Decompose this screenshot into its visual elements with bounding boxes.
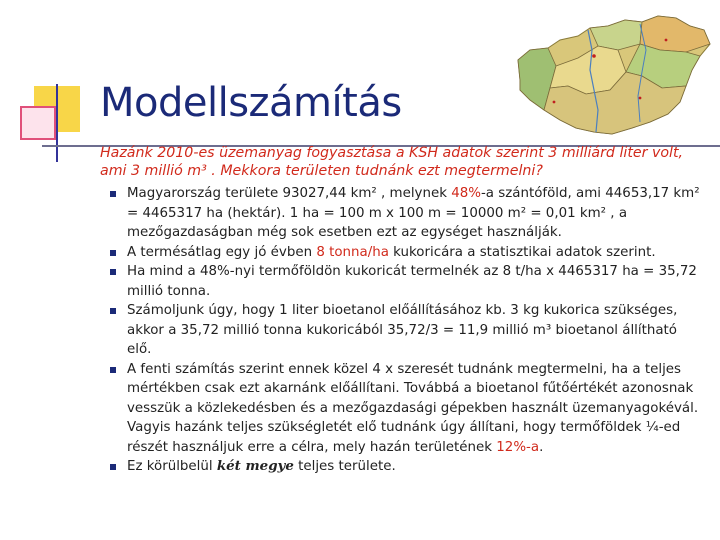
decor-pink-square (20, 106, 56, 140)
highlight-text: 8 tonna/ha (316, 244, 389, 260)
list-item: Magyarország területe 93027,44 km² , melynek 48%-a szántóföld, ami 44653,17 km² = 4465317 ha (hektár). 1 ha = 100 m x 100 m = 10000 m² = 0,01 km² , a mezőgazdaságban még sok esetben ezt az egységet használják. (110, 184, 700, 243)
square-bullet-icon (110, 269, 116, 275)
emphasis-text: két megye (216, 458, 294, 474)
square-bullet-icon (110, 464, 116, 470)
list-item: Számoljunk úgy, hogy 1 liter bioetanol előállításához kb. 3 kg kukorica szükséges, akkor a 35,72 millió tonna kukoricából 35,72/3 = 11,9 millió m³ bioetanol állítható elő. (110, 301, 700, 360)
square-bullet-icon (110, 367, 116, 373)
intro-question: Hazánk 2010-es üzemanyag fogyasztása a KSH adatok szerint 3 milliárd liter volt, ami 3 millió m³ . Mekkora területen tudnánk ezt megtermelni? (100, 145, 684, 179)
bullet-list (110, 184, 700, 477)
list-item: Ez körülbelül két megye teljes területe. (110, 457, 700, 477)
square-bullet-icon (110, 191, 116, 197)
slide-title: Modellszámítás (100, 80, 402, 126)
list-item: A fenti számítás szerint ennek közel 4 x szeresét tudnánk megtermelni, ha a teljes mértékben csak ezt akarnánk előállítani. Továbbá a bioetanol fűtőértékét azonosnak vesszük a közlekedésben és a mezőgazdasági gépekben használt üzemanyagokévál. Vagyis hazánk teljes szükségletét elő tudnánk úgy állítani, hogy termőföldek ¼-ed részét használjuk erre a célra, mely hazán területének 12%-a. (110, 360, 700, 458)
square-bullet-icon (110, 250, 116, 256)
list-item: Ha mind a 48%-nyi termőföldön kukoricát termelnék az 8 t/ha x 4465317 ha = 35,72 millió tonna. (110, 262, 700, 301)
hungary-map-image (490, 10, 718, 148)
highlight-text: 48% (451, 186, 481, 201)
highlight-text: 12%-a (496, 439, 540, 455)
map-region-north (590, 20, 642, 50)
list-item: A termésátlag egy jó évben 8 tonna/ha kukoricára a statisztikai adatok szerint. (110, 243, 700, 263)
decor-vertical-line (56, 84, 58, 162)
square-bullet-icon (110, 308, 116, 314)
map-region-northeast (640, 16, 710, 52)
